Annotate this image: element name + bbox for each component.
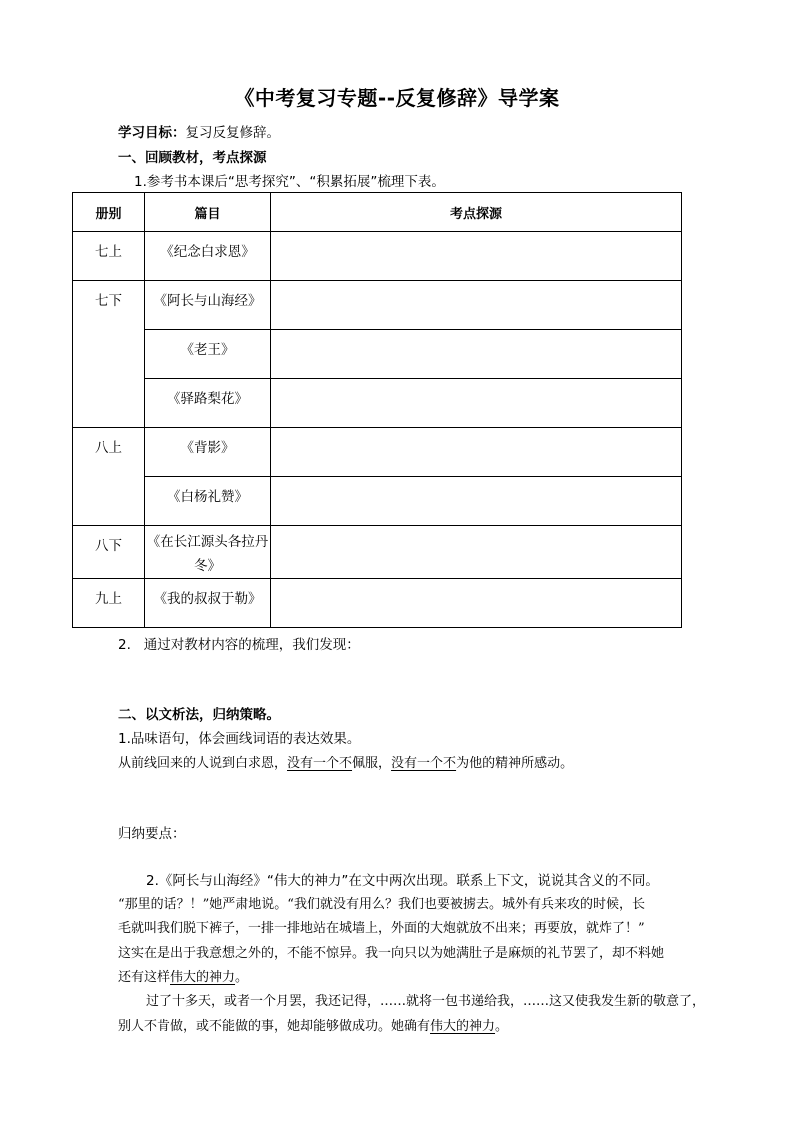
table-row — [73, 428, 682, 477]
passage-line: “那里的话？！”她严肃地说。“我们就没有用么？我们也要被掳去。城外有兵来攻的时候，长 — [118, 897, 645, 912]
quote-text: 佩服， — [352, 756, 392, 771]
volume-cell: 七上 — [73, 232, 145, 281]
article-cell: 《白杨礼赞》 — [145, 477, 271, 526]
article-cell: 《驿路梨花》 — [145, 379, 271, 428]
header-source: 考点探源 — [271, 193, 682, 232]
volume-cell: 七下 — [73, 281, 145, 428]
volume-cell: 八上 — [73, 428, 145, 526]
answer-cell[interactable] — [271, 281, 682, 330]
passage-text: 别人不肯做，或不能做的事，她却能够做成功。她确有 — [118, 1019, 431, 1034]
learning-objective — [118, 121, 280, 141]
header-volume: 册别 — [73, 193, 145, 232]
underlined-phrase: 没有一个不 — [391, 756, 457, 771]
answer-cell[interactable] — [271, 579, 682, 628]
volume-cell: 九上 — [73, 579, 145, 628]
section1-heading: 一、回顾教材，考点探源 — [118, 150, 267, 166]
volume-cell: 八下 — [73, 526, 145, 579]
objective-text: 复习反复修辞。 — [185, 125, 280, 141]
table-row — [73, 330, 682, 379]
article-cell: 《我的叔叔于勒》 — [145, 579, 271, 628]
q1-quote — [118, 752, 573, 771]
answer-cell[interactable] — [271, 232, 682, 281]
passage-text: 还有这样 — [118, 970, 171, 985]
q2-prompt: 2.《阿长与山海经》“伟大的神力”在文中两次出现。联系上下文，说说其含义的不同。 — [146, 873, 659, 889]
quote-text: 为他的精神所感动。 — [456, 756, 574, 771]
article-cell: 《阿长与山海经》 — [145, 281, 271, 330]
underlined-phrase: 伟大的神力 — [170, 970, 236, 985]
passage-line — [118, 1015, 508, 1034]
table-row — [73, 477, 682, 526]
passage-line: 这实在是出于我意想之外的，不能不惊异。我一向只以为她满肚子是麻烦的礼节罢了，却不料她 — [118, 946, 665, 961]
underlined-phrase: 没有一个不 — [287, 756, 353, 771]
summary-label: 归纳要点： — [118, 826, 186, 842]
review-table — [72, 192, 682, 628]
table-row — [73, 379, 682, 428]
section1-item2: 2. 通过对教材内容的梳理，我们发现： — [118, 637, 360, 653]
passage-line — [118, 966, 248, 985]
objective-label: 学习目标： — [118, 125, 186, 141]
underlined-phrase: 伟大的神力 — [430, 1019, 496, 1034]
q1-prompt: 1.品味语句，体会画线词语的表达效果。 — [118, 731, 361, 747]
article-cell: 《背影》 — [145, 428, 271, 477]
answer-cell[interactable] — [271, 526, 682, 579]
passage-text: 。 — [495, 1019, 509, 1034]
passage-text: 。 — [235, 970, 249, 985]
article-cell: 《纪念白求恩》 — [145, 232, 271, 281]
table-header-row — [73, 193, 682, 232]
page-title: 《中考复习专题--反复修辞》导学案 — [234, 86, 560, 110]
answer-cell[interactable] — [271, 379, 682, 428]
article-cell: 《在长江源头各拉丹冬》 — [145, 526, 271, 579]
quote-text: 从前线回来的人说到白求恩， — [118, 756, 288, 771]
table-row — [73, 232, 682, 281]
section2-heading: 二、以文析法，归纳策略。 — [118, 707, 280, 723]
passage-line: 毛就叫我们脱下裤子，一排一排地站在城墙上，外面的大炮就放不出来；再要放，就炸了！” — [118, 921, 645, 936]
table-row — [73, 579, 682, 628]
passage-line: 过了十多天，或者一个月罢，我还记得，……就将一包书递给我，……这又使我发生新的敬意了， — [146, 994, 706, 1009]
answer-cell[interactable] — [271, 428, 682, 477]
table-row — [73, 526, 682, 579]
answer-cell[interactable] — [271, 330, 682, 379]
answer-cell[interactable] — [271, 477, 682, 526]
header-article: 篇目 — [145, 193, 271, 232]
table-row — [73, 281, 682, 330]
article-cell: 《老王》 — [145, 330, 271, 379]
section1-instruction: 1.参考书本课后“思考探究”、“积累拓展”梳理下表。 — [134, 174, 445, 190]
